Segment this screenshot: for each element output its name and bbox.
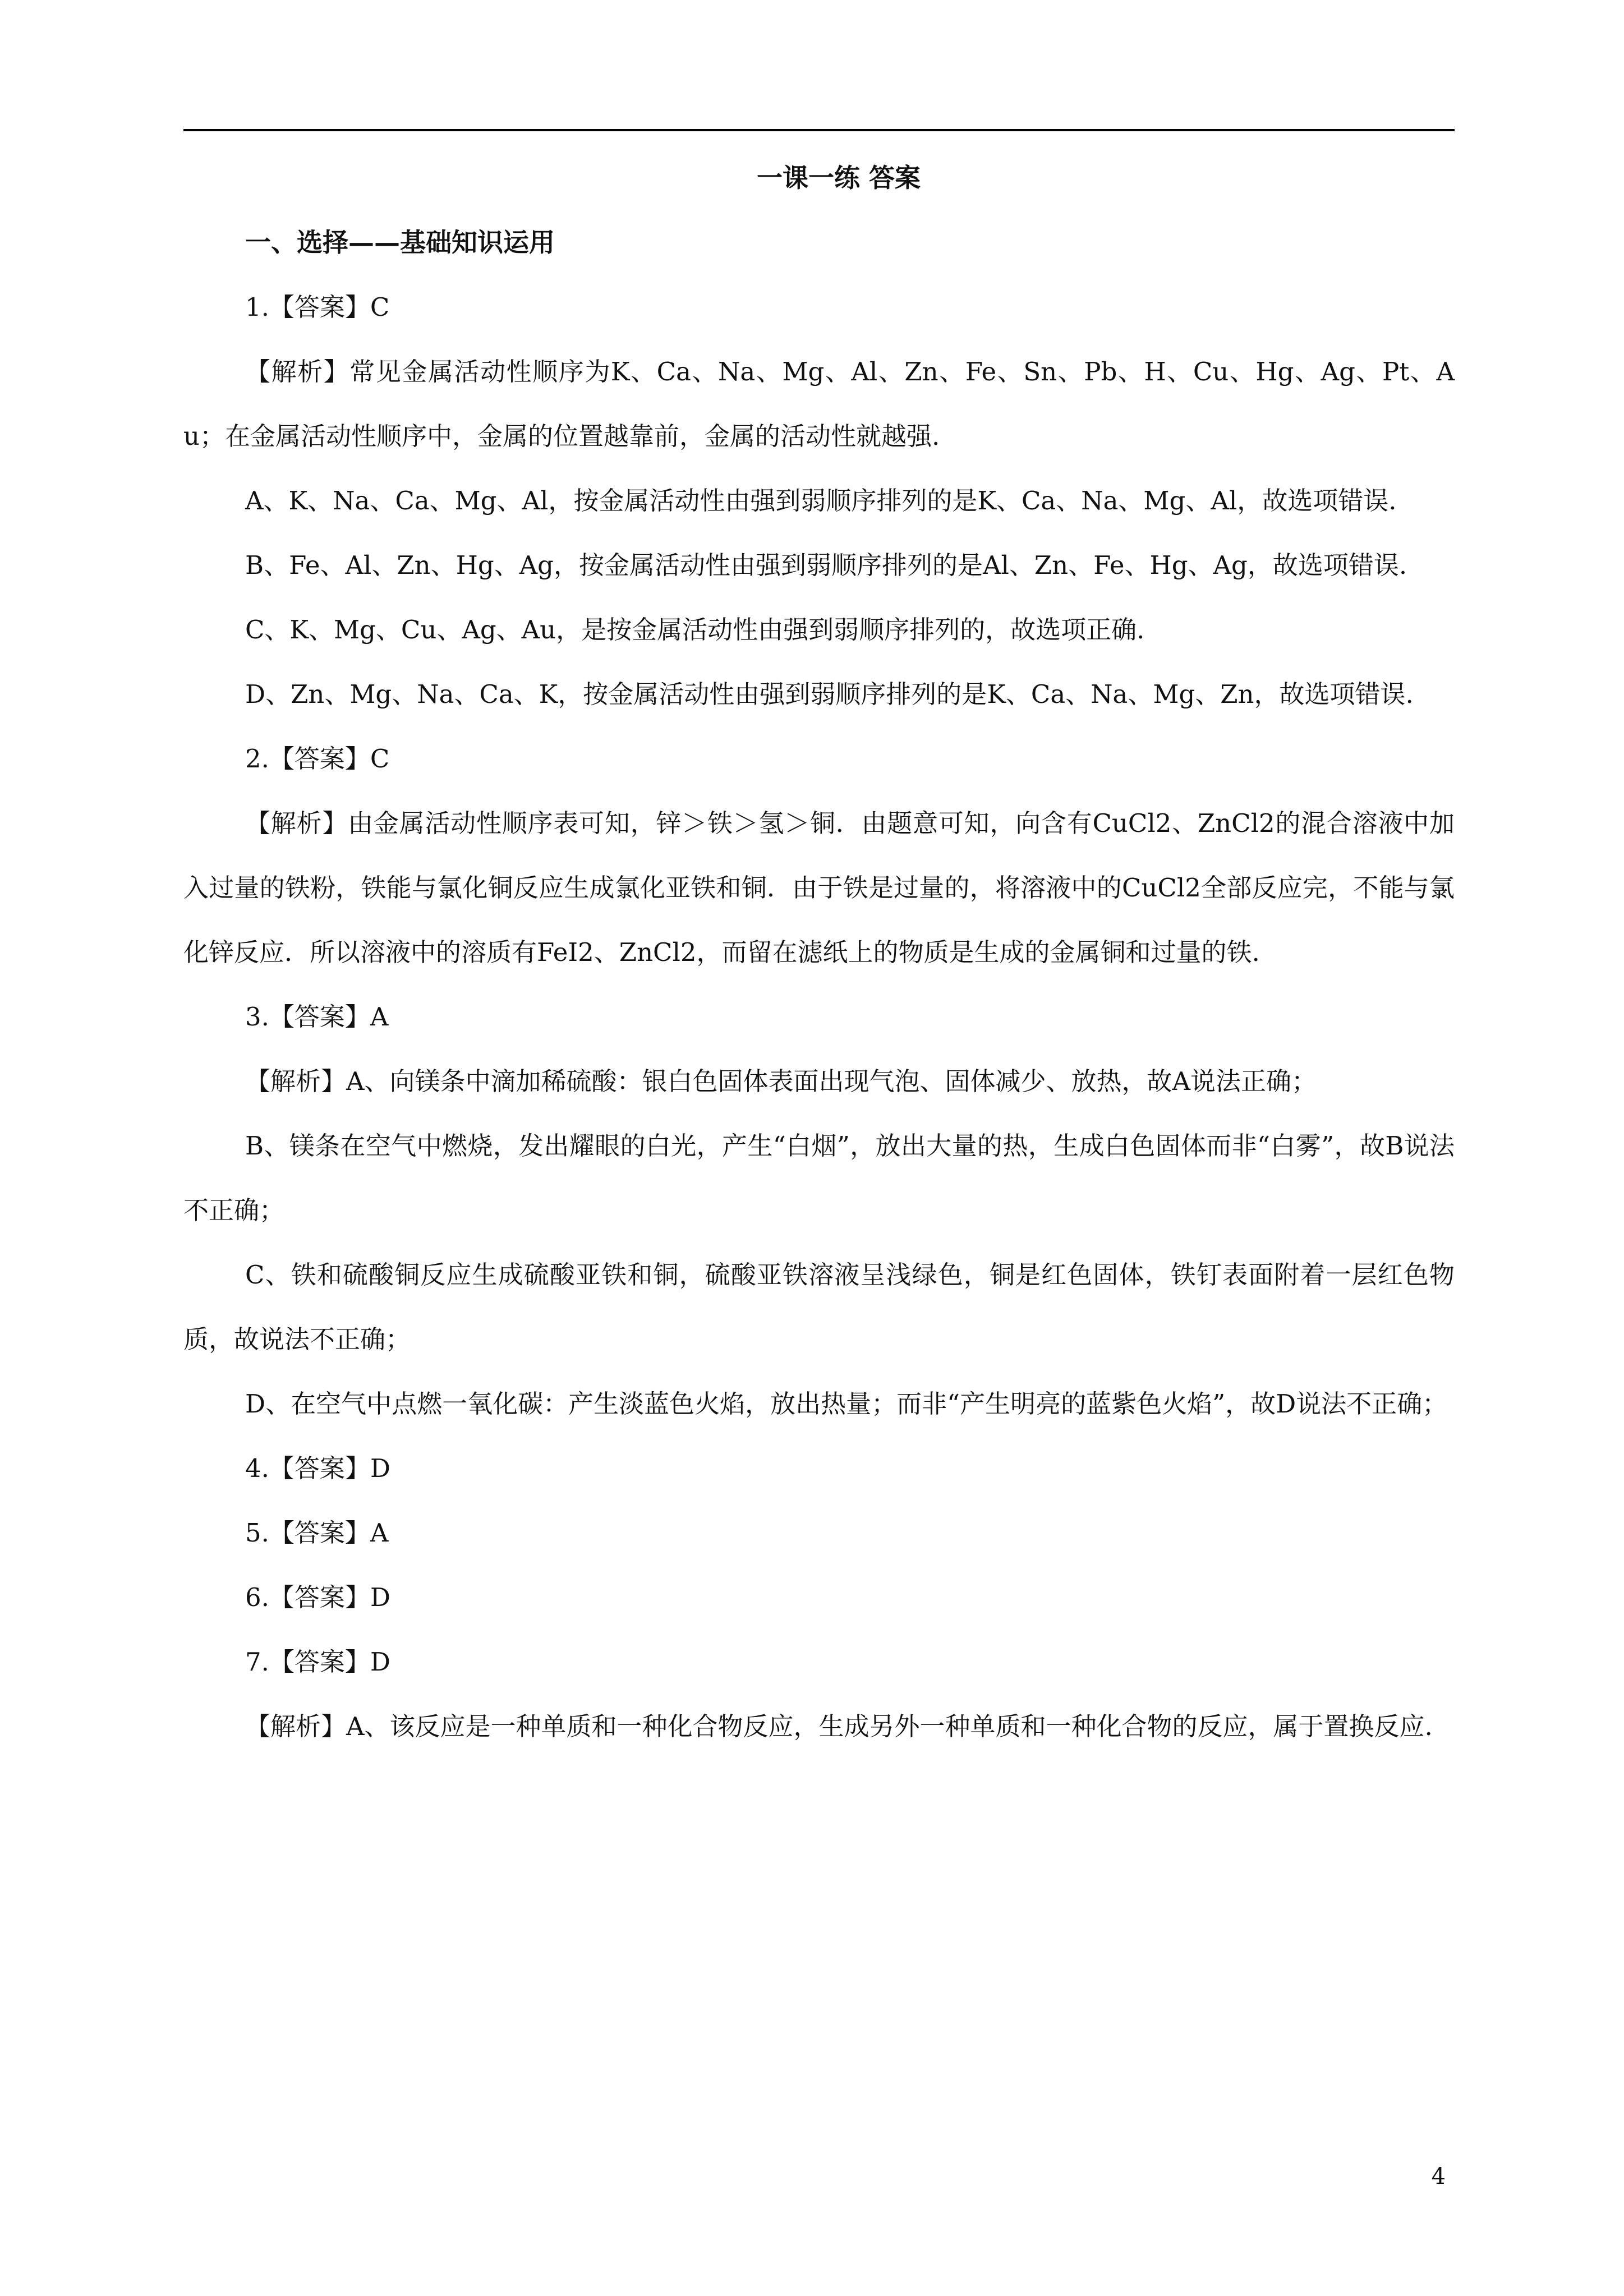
document-content: [183, 146, 1455, 1759]
answer-1: 1.【答案】C: [245, 292, 390, 322]
explanation-3-option-b: B、镁条在空气中燃烧，发出耀眼的白光，产生“白烟”，放出大量的热，生成白色固体而非“白雾”，故B说法不正确；: [183, 1131, 1455, 1225]
explanation-2: 【解析】由金属活动性顺序表可知，锌＞铁＞氢＞铜．由题意可知，向含有CuCl2、ZnCl2的混合溶液中加入过量的铁粉，铁能与氯化铜反应生成氯化亚铁和铜．由于铁是过量的，将溶液中的CuCl2全部反应完，不能与氯化锌反应．所以溶液中的溶质有FeI2、ZnCl2，而留在滤纸上的物质是生成的金属铜和过量的铁.: [183, 808, 1455, 967]
explanation-1-option-a: A、K、Na、Ca、Mg、Al，按金属活动性由强到弱顺序排列的是K、Ca、Na、Mg、Al，故选项错误.: [245, 486, 1397, 516]
answer-2: 2.【答案】C: [245, 744, 390, 774]
explanation-3-option-d: D、在空气中点燃一氧化碳：产生淡蓝色火焰，放出热量；而非“产生明亮的蓝紫色火焰”，故D说法不正确；: [245, 1389, 1448, 1419]
section-title: 一、选择——基础知识运用: [245, 227, 555, 257]
answer-6: 6.【答案】D: [245, 1582, 391, 1612]
page-number: 4: [1431, 2164, 1446, 2189]
answer-7: 7.【答案】D: [245, 1647, 391, 1677]
explanation-1-option-c: C、K、Mg、Cu、Ag、Au，是按金属活动性由强到弱顺序排列的，故选项正确.: [245, 615, 1145, 645]
explanation-3-option-c: C、铁和硫酸铜反应生成硫酸亚铁和铜，硫酸亚铁溶液呈浅绿色，铜是红色固体，铁钉表面附着一层红色物质，故说法不正确；: [183, 1260, 1455, 1354]
header-rule: [183, 129, 1455, 131]
answer-5: 5.【答案】A: [245, 1518, 389, 1548]
explanation-1-option-b: B、Fe、Al、Zn、Hg、Ag，按金属活动性由强到弱顺序排列的是Al、Zn、Fe、Hg、Ag，故选项错误.: [245, 550, 1407, 580]
explanation-1-option-d: D、Zn、Mg、Na、Ca、K，按金属活动性由强到弱顺序排列的是K、Ca、Na、Mg、Zn，故选项错误.: [245, 679, 1414, 709]
answer-3: 3.【答案】A: [245, 1002, 389, 1032]
answer-4: 4.【答案】D: [245, 1453, 391, 1483]
page-title: 一课一练 答案: [756, 163, 921, 193]
explanation-1: 【解析】常见金属活动性顺序为K、Ca、Na、Mg、Al、Zn、Fe、Sn、Pb、H、Cu、Hg、Ag、Pt、Au；在金属活动性顺序中，金属的位置越靠前，金属的活动性就越强.: [183, 357, 1455, 451]
explanation-7: 【解析】A、该反应是一种单质和一种化合物反应，生成另外一种单质和一种化合物的反应，属于置换反应.: [245, 1711, 1433, 1741]
explanation-3-option-a: 【解析】A、向镁条中滴加稀硫酸：银白色固体表面出现气泡、固体减少、放热，故A说法正确；: [245, 1066, 1317, 1096]
